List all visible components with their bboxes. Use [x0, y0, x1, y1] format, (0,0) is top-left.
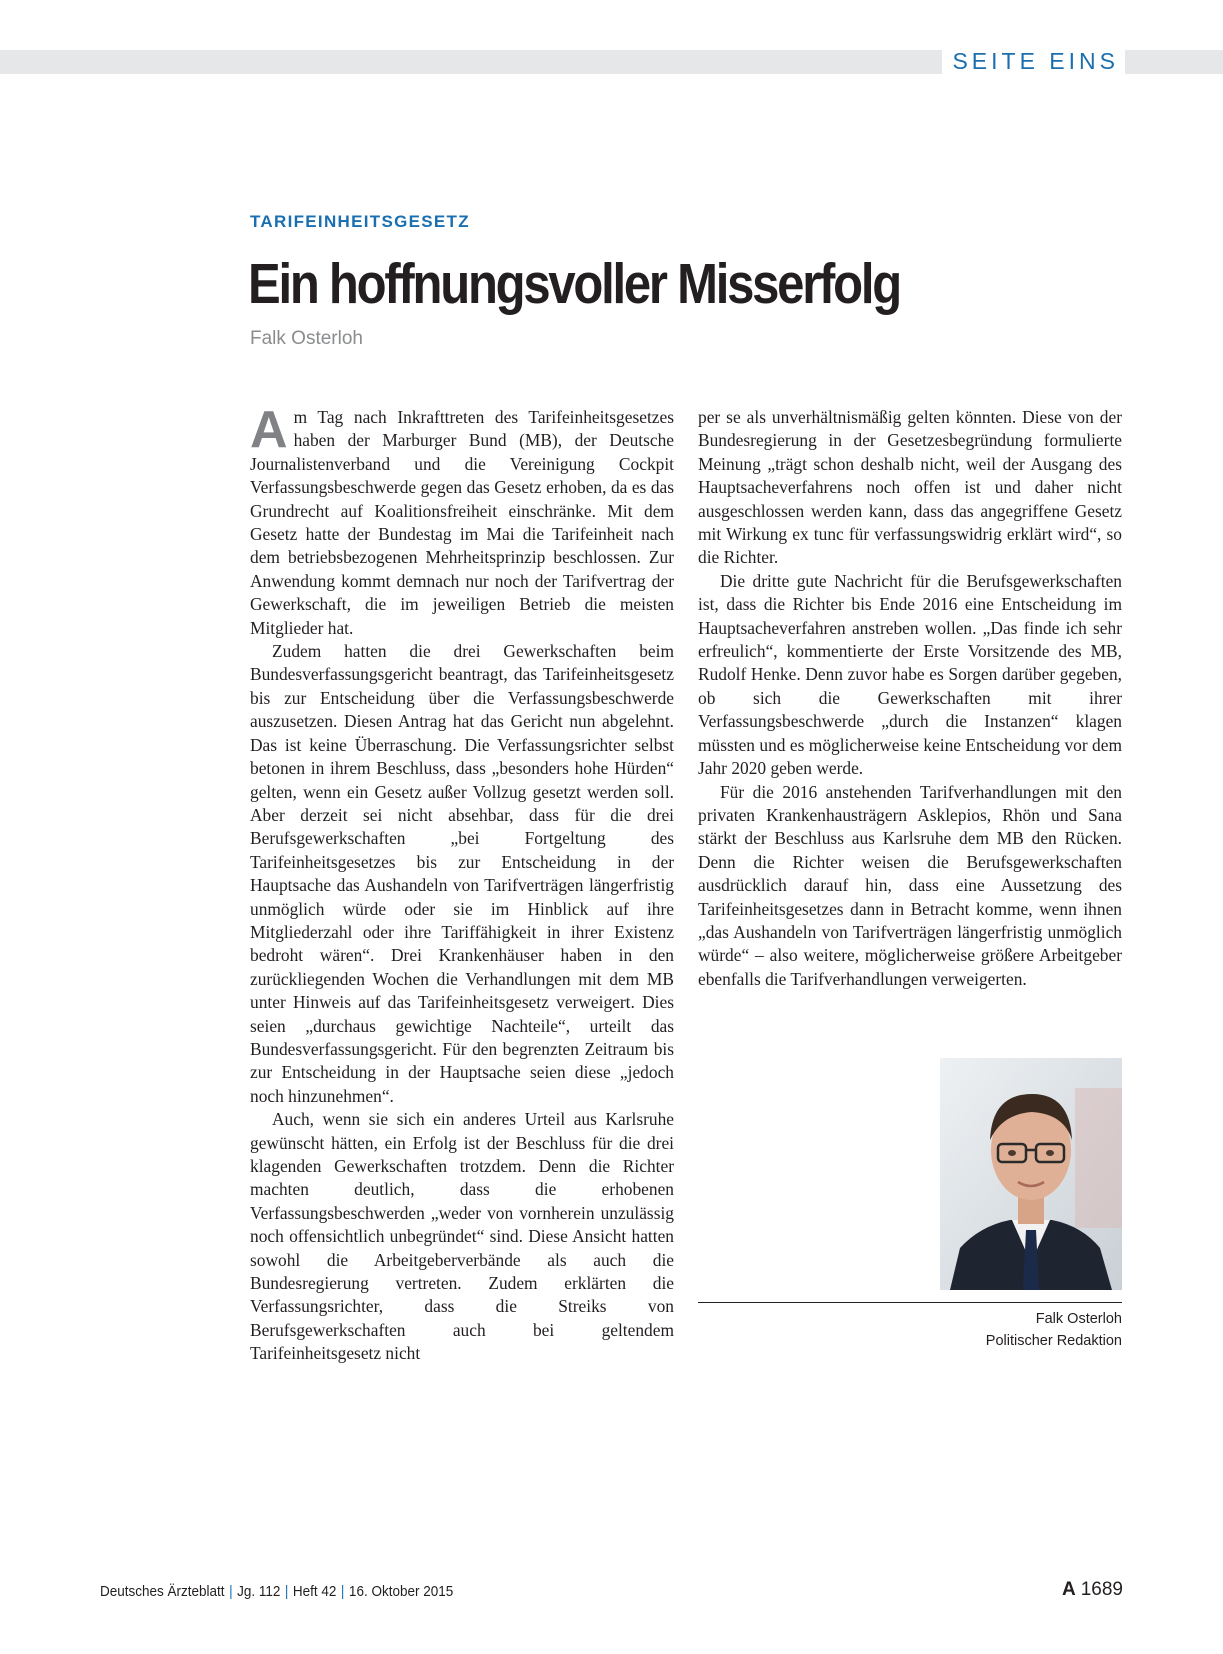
article-column-right	[698, 406, 1122, 991]
page-number	[1062, 1579, 1123, 1601]
footer-volume: Jg. 112	[237, 1583, 281, 1600]
section-label: SEITE EINS	[942, 46, 1125, 76]
footer-date: 16. Oktober 2015	[348, 1583, 454, 1600]
page-value: 1689	[1080, 1579, 1123, 1600]
photo-caption	[986, 1308, 1122, 1352]
drop-cap: A	[250, 401, 288, 459]
article-kicker: TARIFEINHEITSGESETZ	[250, 212, 470, 231]
article-byline: Falk Osterloh	[250, 328, 363, 349]
paragraph: Zudem hatten die drei Gewerkschaften beim Bundesverfassungsgericht beantragt, das Tarifeinheitsgesetz bis zur Entscheidung über die Verfassungsbeschwerde auszusetzen. Diesen Antrag hat das Gericht nun abgelehnt. Das ist keine Überraschung. Die Verfassungsrichter selbst betonen in ihrem Beschluss, dass „besonders hohe Hürden“ gelten, wenn ein Gesetz außer Vollzug gesetzt werden soll. Aber derzeit sei nicht absehbar, dass für die drei Berufsgewerkschaften „bei Fortgeltung des Tarifeinheitsgesetzes bis zur Entscheidung in der Hauptsache das Aushandeln von Tarifverträgen längerfristig unmöglich würde oder sie im Hinblick auf ihre Mitgliederzahl oder ihre Tariffähigkeit in ihrer Existenz bedroht wären“. Drei Krankenhäuser haben in den zurückliegenden Wochen die Verhandlungen mit dem MB unter Hinweis auf das Tarifeinheitsgesetz verweigert. Dies seien „durchaus gewichtige Nachteile“, urteilt das Bundesverfassungsgericht. Für den begrenzten Zeitraum bis zur Entscheidung in der Hauptsache seien diese „jedoch noch hinzunehmen“.	[250, 641, 674, 1106]
footer-issue: Heft 42	[292, 1583, 337, 1600]
footer-separator: |	[340, 1583, 345, 1600]
caption-name: Falk Osterloh	[1035, 1311, 1122, 1327]
footer-journal: Deutsches Ärzteblatt	[100, 1583, 225, 1600]
paragraph: Die dritte gute Nachricht für die Berufsgewerkschaften ist, dass die Richter bis Ende 2016 eine Entscheidung im Hauptsacheverfahren anstreben wollen. „Das finde ich sehr erfreulich“, kommentierte der Erste Vorsitzende des MB, Rudolf Henke. Denn zuvor habe es Sorgen darüber gegeben, ob sich die Gewerkschaften mit ihrer Verfassungsbeschwerde „durch die Instanzen“ klagen müssten und es möglicherweise keine Entscheidung vor dem Jahr 2020 geben werde.	[698, 570, 1122, 779]
article-column-left	[250, 401, 674, 1364]
article-headline: Ein hoffnungsvoller Misserfolg	[248, 252, 900, 316]
author-portrait-icon	[940, 1058, 1122, 1290]
paragraph: Am Tag nach Inkrafttreten des Tarifeinheitsgesetzes haben der Marburger Bund (MB), der Deutsche Journalistenverband und die Vereinigung Cockpit Verfassungsbeschwerde gegen das Gesetz erhoben, da es das Grundrecht auf Koalitionsfreiheit einschränke. Mit dem Gesetz hatte der Bundestag im Mai die Tarifeinheit nach dem betriebsbezogenen Mehrheitsprinzip beschlossen. Zur Anwendung kommt demnach nur noch der Tarifvertrag der Gewerkschaft, die im jeweiligen Betrieb die meisten Mitglieder hat.	[250, 401, 674, 638]
footer-separator: |	[284, 1583, 289, 1600]
paragraph: Für die 2016 anstehenden Tarifverhandlungen mit den privaten Krankenhausträgern Asklepios, Rhön und Sana stärkt der Beschluss aus Karlsruhe dem MB den Rücken. Denn die Richter weisen die Berufsgewerkschaften ausdrücklich darauf hin, dass eine Aussetzung des Tarifeinheitsgesetzes dann in Betracht komme, wenn ihnen „das Aushandeln von Tarifverträgen längerfristig unmöglich würde“ – also weitere, möglicherweise größere Arbeitgeber ebenfalls die Tarifverhandlungen verweigerten.	[698, 781, 1122, 989]
paragraph: Auch, wenn sie sich ein anderes Urteil aus Karlsruhe gewünscht hätten, ein Erfolg ist der Beschluss für die drei klagenden Gewerkschaften trotzdem. Denn die Richter machten deutlich, dass die erhobenen Verfassungsbeschwerden „weder von vornherein unzulässig noch offensichtlich unbegründet“ sind. Diese Ansicht hatten sowohl die Arbeitgeberverbände als auch die Bundesregierung vertreten. Zudem erklärten die Verfassungsrichter, dass die Streiks von Berufsgewerkschaften auch bei geltendem Tarifeinheitsgesetz nicht	[250, 1109, 674, 1364]
footer-citation	[100, 1583, 453, 1600]
caption-divider	[698, 1302, 1122, 1303]
footer-separator: |	[229, 1583, 233, 1600]
paragraph: per se als unverhältnismäßig gelten könnten. Diese von der Bundesregierung in der Gesetzesbegründung formulierte Meinung „trägt schon deshalb nicht, weil der Ausgang des Hauptsacheverfahrens noch offen ist und daher nicht ausgeschlossen werden kann, dass das angegriffene Gesetz mit Wirkung ex tunc für verfassungswidrig erklärt wird“, so die Richter.	[698, 407, 1122, 568]
page-prefix: A	[1061, 1579, 1076, 1600]
caption-role: Politischer Redaktion	[985, 1333, 1122, 1349]
author-photo	[940, 1058, 1122, 1290]
